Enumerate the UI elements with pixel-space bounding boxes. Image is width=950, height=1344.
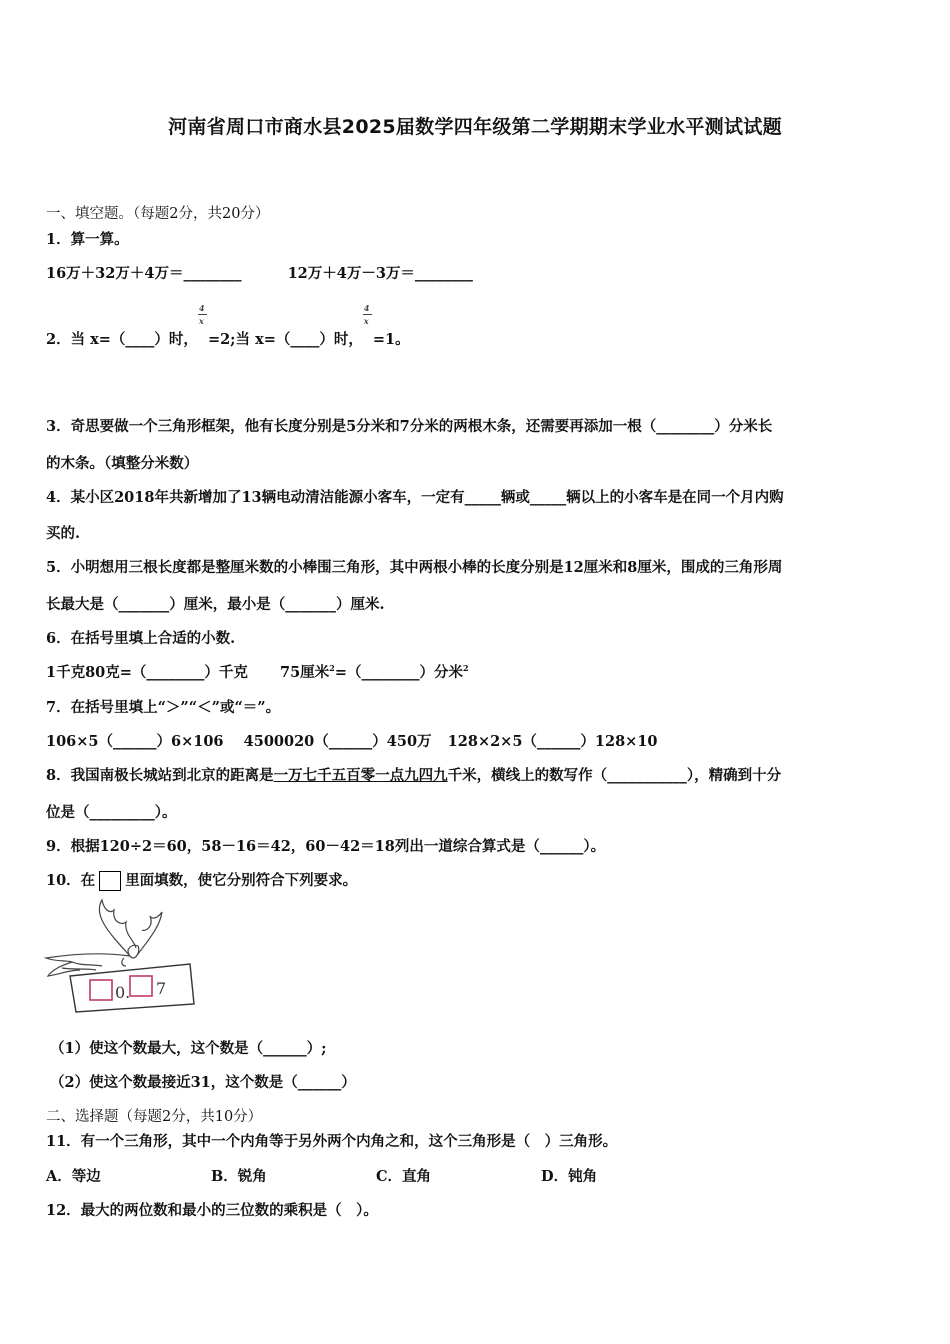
- question-1-b: 12万＋4万－3万＝________: [287, 265, 473, 282]
- question-10-sub2: （2）使这个数最接近31，这个数是（______）: [50, 1074, 356, 1091]
- question-8-part1: 8．我国南极长城站到北京的距离是: [46, 767, 274, 784]
- question-6-row: [46, 661, 469, 682]
- option-c[interactable]: C．直角: [376, 1168, 432, 1185]
- question-10-sub1: （1）使这个数最大，这个数是（______）;: [50, 1040, 327, 1057]
- question-9: 9．根据120÷2＝60，58－16＝42，60－42＝18列出一道综合算式是（______）。: [46, 838, 606, 855]
- option-d[interactable]: D．钝角: [541, 1168, 598, 1185]
- fraction-denominator: x: [363, 316, 369, 326]
- question-11-options: [46, 1165, 706, 1186]
- question-5-line2: 长最大是（_______）厘米，最小是（_______）厘米.: [46, 596, 385, 613]
- sign-board: [70, 964, 194, 1012]
- question-6-b2: =（________）分米: [334, 664, 463, 681]
- question-6-a: 1千克80克=（________）千克: [46, 664, 248, 681]
- question-4-line1: 4．某小区2018年共新增加了13辆电动清洁能源小客车，一定有_____辆或_____辆以上的小客车是在同一个月内购: [46, 489, 784, 506]
- question-7-row: [46, 730, 658, 751]
- question-7-b: 4500020（______）450万: [243, 733, 432, 750]
- question-8-part3: 千米，横线上的数写作（___________），精确到十分: [447, 767, 782, 784]
- page-title: 河南省周口市商水县2025届数学四年级第二学期期末学业水平测试试题: [168, 116, 782, 138]
- question-1-stem: 1．算一算。: [46, 231, 129, 248]
- superscript: 2: [462, 663, 469, 674]
- question-8-line2: 位是（_________）。: [46, 804, 177, 821]
- fraction-numerator: 4: [363, 303, 370, 313]
- question-3-line1: 3．奇思要做一个三角形框架，他有长度分别是5分米和7分米的两根木条，还需要再添加一根（________）分米长: [46, 418, 773, 435]
- eagle-sign-illustration: [42, 896, 202, 1016]
- question-10-part1: 10．在: [46, 872, 96, 889]
- question-6-stem: 6．在括号里填上合适的小数.: [46, 630, 236, 647]
- blank-box: [99, 871, 121, 891]
- sign-text-end: 7: [156, 979, 167, 998]
- question-2-part1: 2．当 x=（____）时，: [46, 331, 198, 348]
- question-7-stem: 7．在括号里填上“＞”“＜”或“＝”。: [46, 699, 281, 716]
- question-7-a: 106×5（______）6×106: [46, 733, 224, 750]
- question-8-underlined: 一万七千五百零一点九四九: [273, 767, 448, 784]
- question-5-line1: 5．小明想用三根长度都是整厘米数的小棒围三角形，其中两根小棒的长度分别是12厘米和8厘米，围成的三角形周: [46, 559, 783, 576]
- question-2: [46, 303, 410, 349]
- question-10-stem: [46, 869, 357, 891]
- question-7-c: 128×2×5（______）128×10: [447, 733, 658, 750]
- question-1-row: [46, 262, 473, 283]
- question-11-stem: 11．有一个三角形，其中一个内角等于另外两个内角之和，这个三角形是（ ）三角形。: [46, 1133, 618, 1150]
- question-6-b: 75厘米: [280, 664, 330, 681]
- question-1-a: 16万＋32万＋4万＝________: [46, 265, 242, 282]
- fraction-4-over-x: [198, 303, 208, 347]
- superscript: 2: [329, 663, 335, 674]
- option-a[interactable]: A．等边: [46, 1168, 101, 1185]
- sign-text-mid: 0.: [115, 983, 131, 1002]
- question-8-line1: [46, 764, 781, 785]
- fraction-4-over-x: [363, 303, 373, 347]
- question-3-line2: 的木条。（填整分米数）: [46, 455, 199, 472]
- fraction-denominator: x: [198, 316, 204, 326]
- option-b[interactable]: B．锐角: [211, 1168, 267, 1185]
- section-heading-choice: 二、选择题（每题2分，共10分）: [46, 1109, 263, 1125]
- eagle-icon: [46, 900, 162, 976]
- question-2-part2: =2;当 x=（____）时，: [207, 331, 363, 348]
- section-heading-fill-in: 一、填空题。（每题2分，共20分）: [46, 206, 270, 222]
- fraction-numerator: 4: [198, 303, 205, 313]
- question-4-line2: 买的.: [46, 525, 81, 542]
- question-10-part2: 里面填数，使它分别符合下列要求。: [125, 872, 358, 889]
- question-12: 12．最大的两位数和最小的三位数的乘积是（ ）。: [46, 1202, 378, 1219]
- question-2-part3: =1。: [372, 331, 410, 348]
